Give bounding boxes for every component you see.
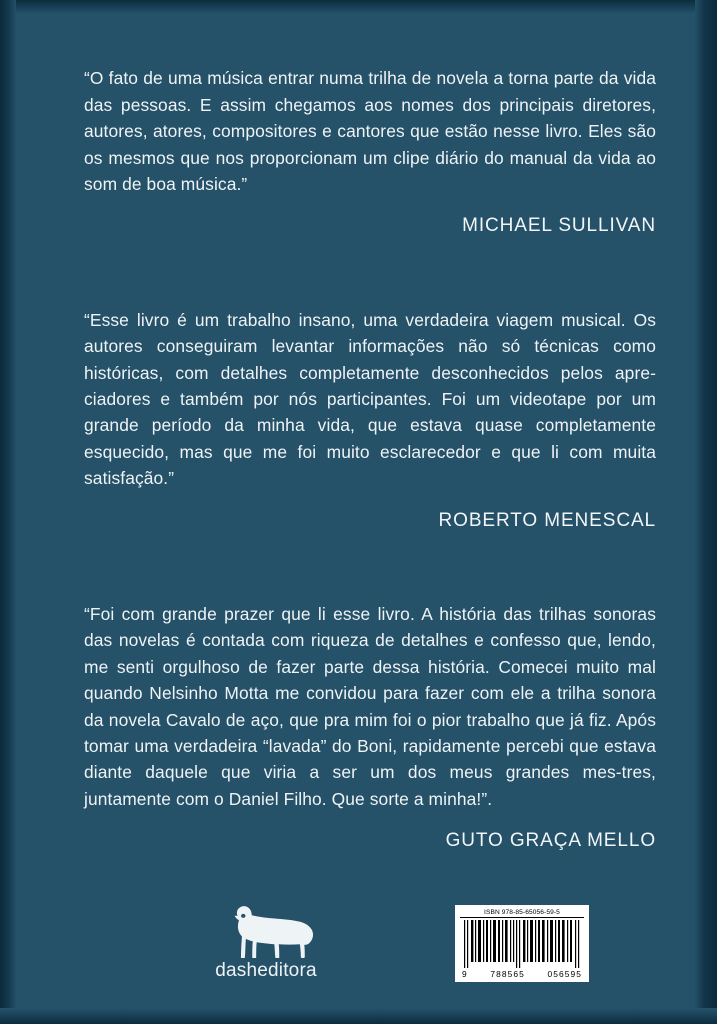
cover-top-edge: [0, 0, 717, 14]
cover-bottom-edge: [0, 1008, 717, 1024]
barcode-group-2: 056595: [547, 969, 582, 979]
publisher-name-secondary: editora: [257, 960, 317, 981]
quote-author: ROBERTO MENESCAL: [438, 509, 656, 531]
cover-footer: [0, 868, 717, 988]
quote-author: GUTO GRAÇA MELLO: [445, 830, 656, 852]
quote-text: “Esse livro é um trabalho insano, uma verdadeira viagem musical. Os autores conseguiram levantar informações não só técnicas como históricas, com detalhes completamente desconhecidos pelos apre-ciadores e também por nós participantes. Foi um videotape por um grande período da minha vida, que estava quase completamente esquecido, mas que me foi muito esclarecedor e que li com muita satisfação.”: [84, 309, 656, 489]
quote-text: “O fato de uma música entrar numa trilha de novela a torna parte da vida das pessoas. E assim chegamos aos nomes dos principais diretores, autores, atores, compositores e cantores que estão nesse livro. Eles são os mesmos que nos proporcionam um clipe diário do manual da vida ao som de boa música.”: [84, 68, 656, 195]
barcode: [455, 905, 589, 982]
blurb-quote: [84, 65, 656, 237]
spacer: [84, 540, 656, 584]
quote-text: “Foi com grande prazer que li esse livro. A história das trilhas sonoras das novelas é contada com riqueza de detalhes e confesso que, lendo, me senti orgulhoso de fazer parte dessa história. Comecei muito mal quando Nelsinho Motta me convidou para fazer com ele a trilha sonora da novela Cavalo de aço, que pra mim foi o pior trabalho que já fiz. Após tomar uma verdadeira “lavada” do Boni, rapidamente percebi que estava diante daquele que viria a ser um dos meus grandes mes-tres, juntamente com o Daniel Filho. Que sorte a minha!”.: [84, 604, 656, 809]
barcode-group-1: 788565: [490, 969, 525, 979]
publisher-name-primary: dash: [215, 960, 258, 981]
dachshund-dog-icon: [212, 904, 320, 958]
blurb-section: [84, 48, 656, 860]
blurb-quote: [84, 601, 656, 852]
spacer: [84, 245, 656, 289]
publisher-logo-block: [196, 904, 336, 982]
blurb-quote: [84, 307, 656, 532]
barcode-left-digit: 9: [462, 969, 468, 979]
barcode-digits: [460, 969, 584, 979]
publisher-name: [196, 960, 336, 982]
barcode-bars-icon: [460, 920, 584, 968]
quote-author: MICHAEL SULLIVAN: [462, 215, 656, 237]
isbn-label: ISBN 978-85-65056-59-5: [460, 909, 584, 918]
